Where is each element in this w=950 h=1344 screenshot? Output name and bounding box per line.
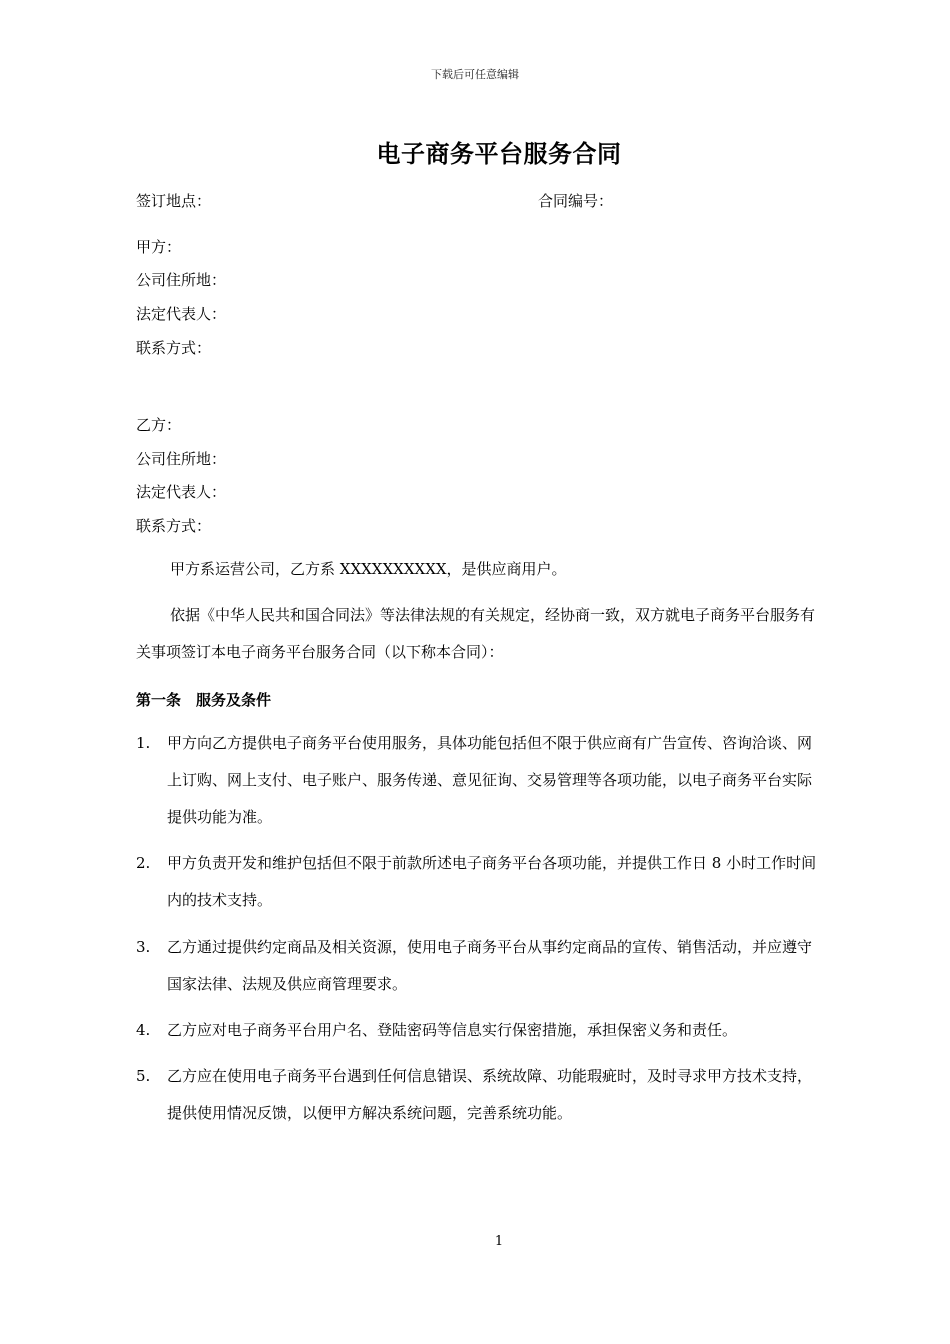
clause-item: [136, 1012, 826, 1049]
clause-text: 甲方向乙方提供电子商务平台使用服务，具体功能包括但不限于供应商有广告宣传、咨询洽谈、网上订购、网上支付、电子账户、服务传递、意见征询、交易管理等各项功能，以电子商务平台实际提供功能为准。: [167, 734, 813, 826]
party-b-contact-label: 联系方式：: [136, 517, 212, 535]
clause-number: 5.: [136, 1067, 151, 1085]
clause-number: 4.: [136, 1021, 151, 1039]
party-b-legal-rep-label: 法定代表人：: [136, 483, 227, 501]
section-1-heading: 第一条 服务及条件: [136, 691, 272, 709]
clause-item: [136, 929, 826, 1003]
party-a-address-label: 公司住所地：: [136, 271, 227, 289]
contract-no-label: 合同编号：: [538, 192, 614, 210]
page-number: 1: [494, 1234, 504, 1249]
party-b-label: 乙方：: [136, 416, 182, 434]
contract-title: 电子商务平台服务合同: [376, 139, 622, 168]
clause-item: [136, 845, 826, 919]
clause-number: 2.: [136, 854, 151, 872]
clause-text: 乙方通过提供约定商品及相关资源，使用电子商务平台从事约定商品的宣传、销售活动，并应遵守国家法律、法规及供应商管理要求。: [167, 938, 813, 993]
header-note: 下载后可任意编辑: [431, 68, 519, 81]
intro-paragraph-2: 依据《中华人民共和国合同法》等法律法规的有关规定，经协商一致，双方就电子商务平台服务有关事项签订本电子商务平台服务合同（以下称本合同）：: [136, 606, 816, 661]
party-b-address-label: 公司住所地：: [136, 450, 227, 468]
clause-number: 3.: [136, 938, 151, 956]
sign-place-label: 签订地点：: [136, 192, 212, 210]
clause-text: 甲方负责开发和维护包括但不限于前款所述电子商务平台各项功能，并提供工作日 8 小时工作时间内的技术支持。: [167, 854, 817, 909]
party-a-legal-rep-label: 法定代表人：: [136, 305, 227, 323]
clause-text: 乙方应对电子商务平台用户名、登陆密码等信息实行保密措施，承担保密义务和责任。: [167, 1021, 738, 1039]
party-a-label: 甲方：: [136, 238, 182, 256]
clause-item: [136, 1058, 826, 1132]
clause-text: 乙方应在使用电子商务平台遇到任何信息错误、系统故障、功能瑕疵时，及时寻求甲方技术支持，提供使用情况反馈，以便甲方解决系统问题，完善系统功能。: [167, 1067, 813, 1122]
intro-paragraph-1: 甲方系运营公司，乙方系 XXXXXXXXXX，是供应商用户。: [170, 560, 567, 578]
clause-item: [136, 725, 826, 836]
party-a-contact-label: 联系方式：: [136, 339, 212, 357]
clause-number: 1.: [136, 734, 151, 752]
